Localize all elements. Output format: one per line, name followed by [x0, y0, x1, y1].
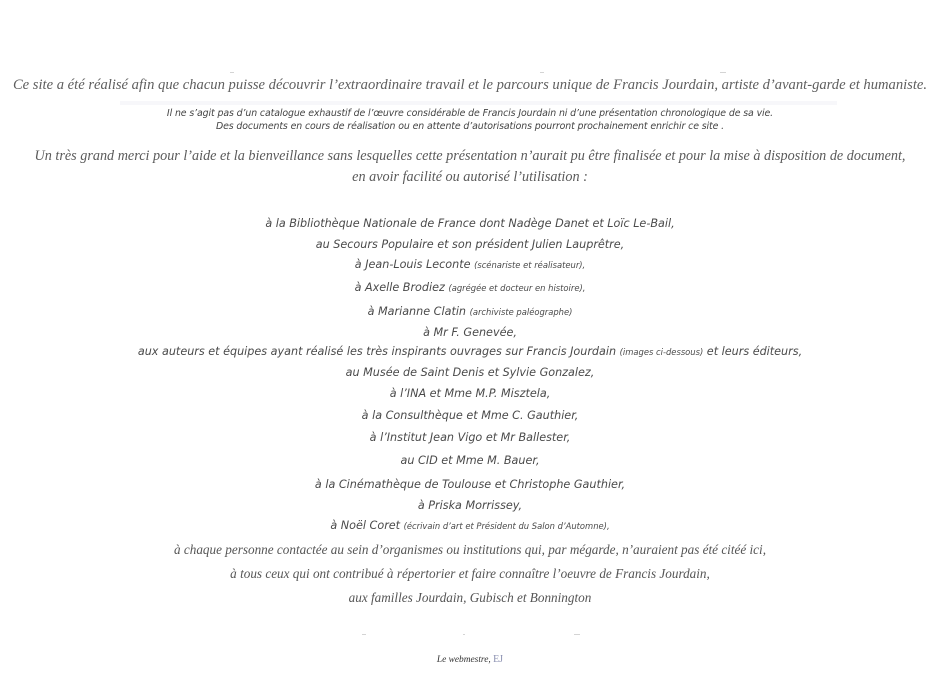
thanks-line-1: Un très grand merci pour l’aide et la bienveillance sans lesquelles cette présentation n’aurait pu être finalisée et pour la mise à disposition de document, — [34, 148, 906, 164]
closing-line-2: à tous ceux qui ont contribué à répertorier et faire connaître l’oeuvre de Francis Jourdain, — [230, 566, 710, 581]
ack-item — [0, 499, 940, 512]
ack-item — [0, 238, 940, 251]
signature — [0, 654, 940, 665]
ack-note: (écrivain d’art et Président du Salon d’Automne), — [403, 521, 610, 531]
ack-text: à la Bibliothèque Nationale de France dont Nadège Danet et Loïc Le-Bail, — [265, 217, 675, 230]
ack-text: au Musée de Saint Denis et Sylvie Gonzalez, — [345, 366, 595, 379]
ack-text: à l’Institut Jean Vigo et Mr Ballester, — [369, 431, 571, 444]
signature-text: Le webmestre, — [436, 655, 494, 665]
ack-text: à Priska Morrissey, — [417, 499, 523, 512]
closing-line-1: à chaque personne contactée au sein d’organismes ou institutions qui, par mégarde, n’auraient pas été citéé ici, — [174, 542, 766, 557]
thanks-line-2: en avoir facilité ou autorisé l’utilisation : — [352, 169, 588, 185]
ack-note: (agrégée et docteur en histoire), — [448, 283, 586, 293]
ghost-line — [720, 72, 726, 73]
ack-text: à Jean-Louis Leconte — [354, 258, 475, 271]
ack-item — [0, 454, 940, 467]
ack-item — [0, 387, 940, 400]
ghost-line — [463, 634, 465, 635]
ack-note: (archiviste paléographe) — [469, 307, 573, 317]
ack-note: (images ci-dessous) — [619, 347, 704, 357]
ack-item — [0, 258, 940, 271]
ack-item — [0, 326, 940, 339]
ack-text: à Noël Coret — [330, 519, 404, 532]
ack-text: à Axelle Brodiez — [354, 281, 449, 294]
ghost-line — [574, 634, 580, 635]
ack-text: à Mr F. Genevée, — [423, 326, 517, 339]
ack-text: au CID et Mme M. Bauer, — [400, 454, 540, 467]
ghost-line — [230, 72, 234, 73]
ack-item — [0, 305, 940, 318]
ack-item — [0, 281, 940, 294]
ack-item — [0, 217, 940, 230]
note-line-2: Des documents en cours de réalisation ou en attente d’autorisations pourront prochainement enrichir ce site . — [215, 121, 725, 132]
closing-line-3: aux familles Jourdain, Gubisch et Bonnington — [348, 590, 592, 605]
ghost-line — [362, 634, 366, 635]
ack-text: à l’INA et Mme M.P. Misztela, — [389, 387, 551, 400]
divider-band — [120, 101, 837, 105]
ack-text: à la Cinémathèque de Toulouse et Christophe Gauthier, — [314, 478, 626, 491]
ack-item — [0, 366, 940, 379]
ack-item — [0, 519, 940, 532]
ack-item — [0, 409, 940, 422]
ack-text: à la Consulthèque et Mme C. Gauthier, — [361, 409, 579, 422]
ack-text: à Marianne Clatin — [367, 305, 470, 318]
ack-note: (scénariste et réalisateur), — [474, 260, 586, 270]
ack-item — [0, 345, 940, 358]
ack-item — [0, 431, 940, 444]
intro-text: Ce site a été réalisé afin que chacun puisse découvrir l’extraordinaire travail et le parcours unique de Francis Jourdain, artiste d’avant-garde et humaniste. — [12, 77, 928, 93]
note-line-1: Il ne s’agit pas d’un catalogue exhaustif de l’œuvre considérable de Francis Jourdain ni d’une présentation chronologique de sa vie. — [166, 108, 774, 119]
ack-text-after: et leurs éditeurs, — [703, 345, 803, 358]
ack-text: aux auteurs et équipes ayant réalisé les très inspirants ouvrages sur Francis Jourdain — [137, 345, 620, 358]
signature-glyph-icon: ЕJ — [493, 654, 504, 665]
ghost-line — [540, 72, 544, 73]
ack-item — [0, 478, 940, 491]
ack-text: au Secours Populaire et son président Julien Lauprêtre, — [315, 238, 625, 251]
